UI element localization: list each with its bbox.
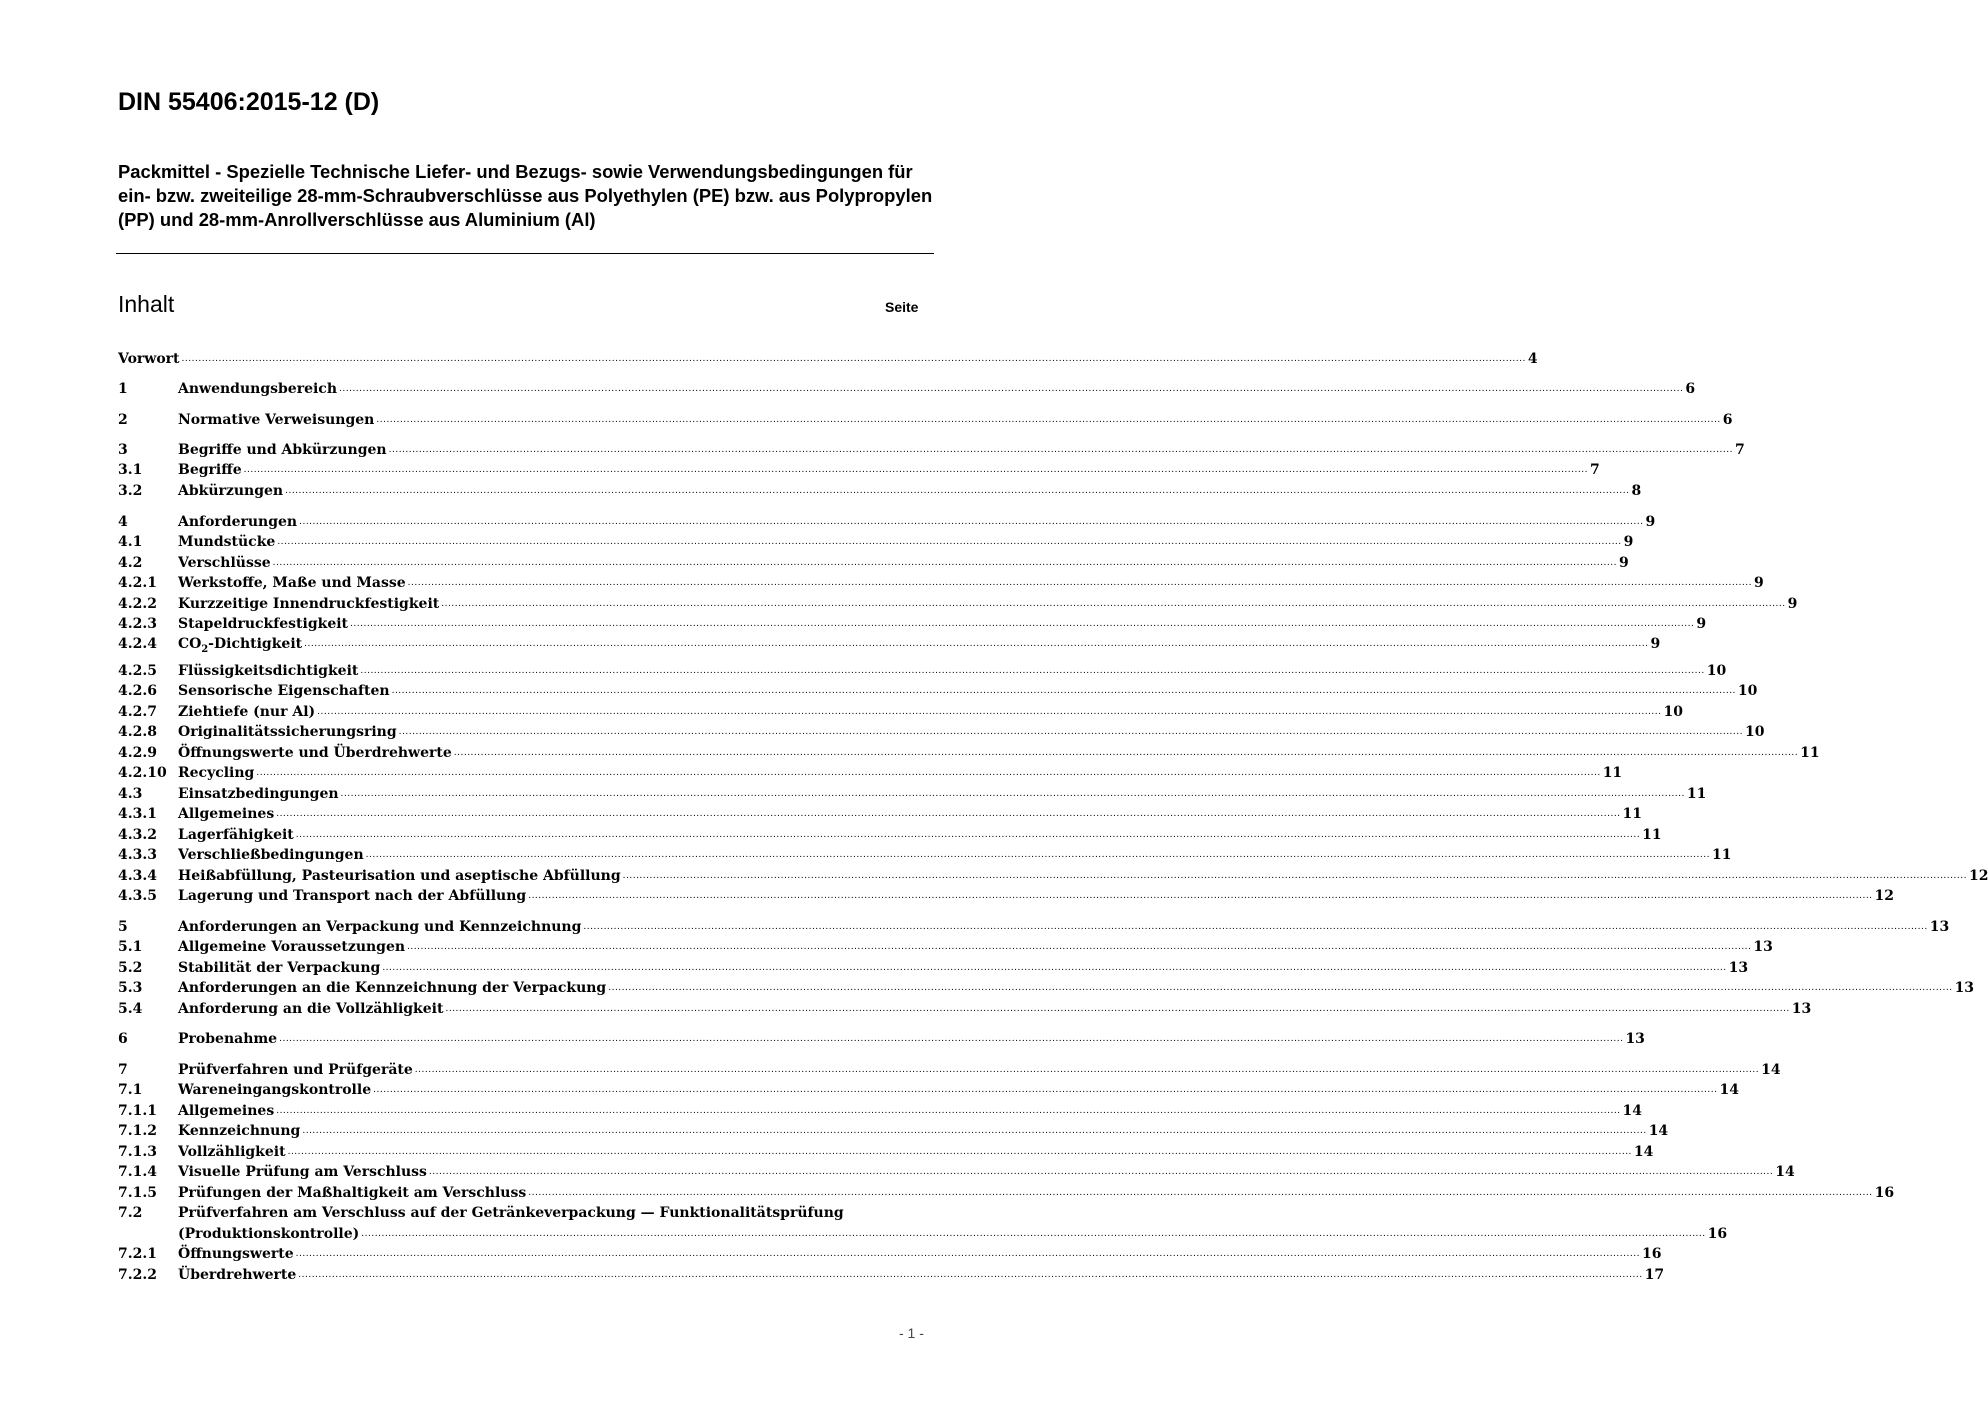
toc-entry-number: 7.2.2 <box>118 1267 157 1283</box>
toc-entry[interactable] <box>118 722 1765 742</box>
toc-leader-dots: ................................................................................................................................................................................................................................................................................................................................................................................................................ <box>528 1188 1873 1198</box>
toc-entry-page: 6 <box>1722 412 1733 428</box>
toc-entry-title: Prüfungen der Maßhaltigkeit am Verschluss <box>178 1185 527 1201</box>
toc-leader-dots: ................................................................................................................................................................................................................................................................................................................................................................................................................ <box>414 1065 1760 1075</box>
toc-entry-page: 9 <box>1696 616 1707 632</box>
toc-entry-number: 7.2 <box>118 1205 143 1221</box>
toc-entry-title: Verschlüsse <box>178 555 271 571</box>
toc-leader-dots: ................................................................................................................................................................................................................................................................................................................................................................................................................ <box>361 1229 1706 1239</box>
toc-leader-dots: ................................................................................................................................................................................................................................................................................................................................................................................................................ <box>453 748 1799 758</box>
toc-entry-title: Prüfverfahren am Verschluss auf der Getränkeverpackung — Funktionalitätsprüfung <box>178 1205 844 1221</box>
toc-leader-dots: ................................................................................................................................................................................................................................................................................................................................................................................................................ <box>350 619 1695 629</box>
toc-entry-title: Überdrehwerte <box>178 1267 297 1283</box>
toc-entry-number: 4.2.3 <box>118 616 157 632</box>
toc-entry-page: 9 <box>1787 596 1798 612</box>
toc-entry-number: 7.1.1 <box>118 1103 157 1119</box>
toc-heading: Inhalt <box>118 291 175 317</box>
toc-entry-number: 4.2.7 <box>118 704 157 720</box>
toc-entry-title: Kurzzeitige Innendruckfestigkeit <box>178 596 440 612</box>
toc-entry-number: 1 <box>118 381 128 397</box>
toc-entry[interactable] <box>118 978 1975 998</box>
toc-entry-title: Anforderung an die Vollzähligkeit <box>178 1001 444 1017</box>
toc-entry-number: 7 <box>118 1062 128 1078</box>
toc-entry[interactable] <box>118 481 1642 501</box>
toc-leader-dots: ................................................................................................................................................................................................................................................................................................................................................................................................................ <box>441 599 1786 609</box>
toc-entry-title-prefix: CO <box>178 636 202 652</box>
toc-entry-title: Ziehtiefe (nur Al) <box>178 704 316 720</box>
toc-entry-number: 4 <box>118 514 128 530</box>
toc-entry-page: 9 <box>1650 636 1661 652</box>
toc-entry[interactable] <box>118 1203 932 1223</box>
toc-leader-dots: ................................................................................................................................................................................................................................................................................................................................................................................................................ <box>428 1167 1774 1177</box>
toc-entry[interactable] <box>118 661 1727 681</box>
toc-entry[interactable] <box>118 866 1988 886</box>
toc-entry-page: 14 <box>1719 1082 1739 1098</box>
toc-entry-number: 4.3.5 <box>118 888 157 904</box>
toc-entry-page: 14 <box>1761 1062 1781 1078</box>
toc-leader-dots: ................................................................................................................................................................................................................................................................................................................................................................................................................ <box>276 809 1621 819</box>
toc-entry-number: 4.3.4 <box>118 868 157 884</box>
toc-entry[interactable] <box>118 1101 1643 1121</box>
toc-entry-page: 13 <box>1625 1031 1645 1047</box>
toc-entry-number: 5.2 <box>118 960 143 976</box>
toc-entry[interactable] <box>118 349 1538 369</box>
toc-entry-title: Wareneingangskontrolle <box>178 1082 372 1098</box>
toc-entry-number: 4.3.2 <box>118 827 157 843</box>
toc-entry-title: Probenahme <box>178 1031 278 1047</box>
toc-leader-dots: ................................................................................................................................................................................................................................................................................................................................................................................................................ <box>298 1270 1643 1280</box>
toc-leader-dots: ................................................................................................................................................................................................................................................................................................................................................................................................................ <box>302 1126 1647 1136</box>
toc-entry-page: 11 <box>1642 827 1662 843</box>
toc-entry-number: 4.2.4 <box>118 636 157 652</box>
toc-entry-title: Begriffe und Abkürzungen <box>178 442 387 458</box>
toc-entry-number: 5.3 <box>118 980 143 996</box>
toc-entry-page: 13 <box>1753 939 1773 955</box>
toc-leader-dots: ................................................................................................................................................................................................................................................................................................................................................................................................................ <box>304 639 1649 649</box>
toc-entry-number: 4.2 <box>118 555 143 571</box>
toc-leader-dots: ................................................................................................................................................................................................................................................................................................................................................................................................................ <box>528 891 1873 901</box>
toc-entry-title: Allgemeine Voraussetzungen <box>178 939 406 955</box>
toc-entry[interactable] <box>118 1244 1662 1264</box>
toc-entry-page: 14 <box>1648 1123 1669 1139</box>
page-number: - 1 - <box>899 1325 924 1341</box>
toc-entry-title: Stapeldruckfestigkeit <box>178 616 349 632</box>
toc-entry-title: Öffnungswerte und Überdrehwerte <box>178 745 452 761</box>
toc-entry-page: 9 <box>1645 514 1656 530</box>
toc-leader-dots: ................................................................................................................................................................................................................................................................................................................................................................................................................ <box>445 1004 1790 1014</box>
toc-leader-dots: ................................................................................................................................................................................................................................................................................................................................................................................................................ <box>317 707 1662 717</box>
toc-entry[interactable] <box>118 1162 1795 1182</box>
toc-entry-number: 7.1 <box>118 1082 143 1098</box>
toc-entry-number: 4.3.1 <box>118 806 157 822</box>
toc-entry-page: 12 <box>1968 868 1988 884</box>
toc-leader-dots: ................................................................................................................................................................................................................................................................................................................................................................................................................ <box>622 871 1967 881</box>
toc-entry[interactable] <box>118 681 1758 701</box>
toc-entry-title: Lagerfähigkeit <box>178 827 294 843</box>
toc-entry-number: 5.1 <box>118 939 143 955</box>
toc-entry-title: Vollzähligkeit <box>178 1144 286 1160</box>
toc-leader-dots: ................................................................................................................................................................................................................................................................................................................................................................................................................ <box>373 1085 1718 1095</box>
document-title: Packmittel - Spezielle Technische Liefer- und Bezugs- sowie Verwendungsbedingungen für ein- bzw. zweiteilige 28-mm-Schraubverschlüsse aus Polyethylen (PE) bzw. aus Polypropylen (PP) und 28-mm-Anrollverschlüsse aus Aluminium (Al) <box>118 161 933 230</box>
toc-entry[interactable] <box>118 825 1662 845</box>
toc-entry-number: 7.1.3 <box>118 1144 157 1160</box>
toc-entry[interactable] <box>118 917 1950 937</box>
toc-entry-title: Flüssigkeitsdichtigkeit <box>178 663 359 679</box>
toc-entry-page: 14 <box>1633 1144 1654 1160</box>
toc-entry-page: 13 <box>1791 1001 1812 1017</box>
toc-entry-page: 10 <box>1663 704 1683 720</box>
toc-leader-dots: ................................................................................................................................................................................................................................................................................................................................................................................................................ <box>295 1249 1640 1259</box>
toc-entry-page: 16 <box>1641 1246 1662 1262</box>
toc-entry[interactable] <box>118 937 1773 957</box>
toc-leader-dots: ................................................................................................................................................................................................................................................................................................................................................................................................................ <box>295 830 1641 840</box>
toc-entry[interactable] <box>118 763 1623 783</box>
toc-entry-number-blank <box>118 1224 178 1244</box>
toc-entry-page: 11 <box>1622 806 1643 822</box>
toc-leader-dots: ................................................................................................................................................................................................................................................................................................................................................................................................................ <box>339 384 1684 394</box>
title-divider <box>116 253 934 254</box>
toc-entry[interactable] <box>118 1121 1669 1141</box>
toc-leader-dots: ................................................................................................................................................................................................................................................................................................................................................................................................................ <box>608 983 1953 993</box>
toc-entry-number: 4.2.6 <box>118 683 157 699</box>
toc-leader-dots: ................................................................................................................................................................................................................................................................................................................................................................................................................ <box>279 1034 1624 1044</box>
toc-entry[interactable] <box>118 1265 1665 1285</box>
toc-entry-title: Heißabfüllung, Pasteurisation und aseptische Abfüllung <box>178 868 621 884</box>
toc-entry-title: Lagerung und Transport nach der Abfüllung <box>178 888 527 904</box>
toc-entry-title: Öffnungswerte <box>178 1246 294 1262</box>
toc-entry-page: 10 <box>1737 683 1758 699</box>
toc-entry[interactable] <box>118 594 1798 614</box>
toc-entry-title: Visuelle Prüfung am Verschluss <box>178 1164 427 1180</box>
toc-entry-page: 7 <box>1734 442 1745 458</box>
toc-entry-number: 3.1 <box>118 462 143 478</box>
toc-entry-page: 13 <box>1728 960 1749 976</box>
toc-leader-dots: ................................................................................................................................................................................................................................................................................................................................................................................................................ <box>391 686 1736 696</box>
toc-leader-dots: ................................................................................................................................................................................................................................................................................................................................................................................................................ <box>340 789 1685 799</box>
toc-leader-dots: ................................................................................................................................................................................................................................................................................................................................................................................................................ <box>407 942 1752 952</box>
toc-entry-number: 5 <box>118 919 128 935</box>
toc-entry-page: 9 <box>1618 555 1629 571</box>
toc-entry[interactable] <box>118 614 1707 634</box>
toc-entry[interactable] <box>118 784 1707 804</box>
toc-entry[interactable] <box>118 1080 1739 1100</box>
toc-entry-number: 3.2 <box>118 483 143 499</box>
toc-entry-page: 14 <box>1622 1103 1643 1119</box>
toc-entry-title-continued: (Produktionskontrolle) <box>178 1226 360 1242</box>
toc-entry-page: 4 <box>1527 351 1538 367</box>
toc-leader-dots: ................................................................................................................................................................................................................................................................................................................................................................................................................ <box>276 1106 1621 1116</box>
toc-entry-page: 10 <box>1706 663 1727 679</box>
toc-entry-number: 2 <box>118 412 128 428</box>
toc-entry-title: Mundstücke <box>178 534 276 550</box>
toc-leader-dots: ................................................................................................................................................................................................................................................................................................................................................................................................................ <box>287 1147 1632 1157</box>
toc-entry-number: 7.1.5 <box>118 1185 157 1201</box>
toc-entry-number: 4.3.3 <box>118 847 157 863</box>
toc-entry[interactable] <box>118 634 1661 655</box>
toc-entry-page: 11 <box>1602 765 1623 781</box>
toc-entry-title-rest: -Dichtigkeit <box>208 636 303 652</box>
toc-entry-title: Anforderungen an Verpackung und Kennzeichnung <box>178 919 582 935</box>
toc-entry-page: 12 <box>1874 888 1895 904</box>
toc-entry-page: 8 <box>1631 483 1642 499</box>
toc-entry[interactable] <box>118 532 1634 552</box>
toc-leader-dots: ................................................................................................................................................................................................................................................................................................................................................................................................................ <box>272 558 1617 568</box>
toc-entry-number: 5.4 <box>118 1001 143 1017</box>
toc-entry-title: Sensorische Eigenschaften <box>178 683 390 699</box>
toc-entry-title: Anwendungsbereich <box>178 381 337 397</box>
toc-entry-title: Recycling <box>178 765 255 781</box>
toc-leader-dots: ................................................................................................................................................................................................................................................................................................................................................................................................................ <box>382 963 1727 973</box>
toc-entry-page: 16 <box>1707 1226 1728 1242</box>
toc-entry-title: Kennzeichnung <box>178 1123 301 1139</box>
toc-entry-title: Normative Verweisungen <box>178 412 375 428</box>
toc-entry-number: 6 <box>118 1031 128 1047</box>
toc-leader-dots: ................................................................................................................................................................................................................................................................................................................................................................................................................ <box>181 354 1526 364</box>
toc-leader-dots: ................................................................................................................................................................................................................................................................................................................................................................................................................ <box>398 727 1743 737</box>
toc-entry[interactable] <box>118 379 1696 399</box>
toc-entry-number: 4.3 <box>118 786 143 802</box>
toc-entry[interactable] <box>118 958 1749 978</box>
toc-entry-number: 4.2.5 <box>118 663 157 679</box>
toc-entry[interactable] <box>118 440 1745 460</box>
toc-entry-page: 11 <box>1711 847 1732 863</box>
toc-entry-number: 4.2.2 <box>118 596 157 612</box>
toc-entry-title: Allgemeines <box>178 1103 275 1119</box>
toc-entry-title: Prüfverfahren und Prüfgeräte <box>178 1062 413 1078</box>
toc-entry-page: 11 <box>1800 745 1820 761</box>
toc-entry-title: Stabilität der Verpackung <box>178 960 381 976</box>
toc-leader-dots: ................................................................................................................................................................................................................................................................................................................................................................................................................ <box>285 486 1630 496</box>
toc-entry-title: Anforderungen <box>178 514 298 530</box>
toc-entry-number: 3 <box>118 442 128 458</box>
toc-entry-page: 16 <box>1874 1185 1895 1201</box>
toc-entry-continuation[interactable] <box>118 1224 1728 1244</box>
toc-entry-page: 13 <box>1954 980 1975 996</box>
toc-entry[interactable] <box>118 743 1820 763</box>
toc-leader-dots: ................................................................................................................................................................................................................................................................................................................................................................................................................ <box>299 517 1644 527</box>
toc-entry[interactable] <box>118 804 1643 824</box>
toc-leader-dots: ................................................................................................................................................................................................................................................................................................................................................................................................................ <box>583 922 1928 932</box>
toc-entry-number: 4.1 <box>118 534 143 550</box>
toc-leader-dots: ................................................................................................................................................................................................................................................................................................................................................................................................................ <box>376 415 1721 425</box>
toc-entry-title: Anforderungen an die Kennzeichnung der Verpackung <box>178 980 607 996</box>
toc-entry-title: Vorwort <box>118 351 180 367</box>
toc-entry-page: 6 <box>1685 381 1696 397</box>
toc-entry[interactable] <box>118 845 1732 865</box>
toc-entry[interactable] <box>118 410 1733 430</box>
toc-entry-number: 7.1.2 <box>118 1123 157 1139</box>
toc-entry-title: Originalitätssicherungsring <box>178 724 397 740</box>
toc-entry-number: 4.2.1 <box>118 575 157 591</box>
toc-entry[interactable] <box>118 1029 1645 1049</box>
toc-entry[interactable] <box>118 702 1683 722</box>
toc-entry[interactable] <box>118 460 1600 480</box>
toc-entry[interactable] <box>118 553 1629 573</box>
toc-entry-title: Abkürzungen <box>178 483 284 499</box>
toc-entry-page: 10 <box>1745 724 1765 740</box>
toc-entry-page: 17 <box>1644 1267 1665 1283</box>
toc-entry-number: 4.2.10 <box>118 765 167 781</box>
toc-entry-page: 9 <box>1754 575 1764 591</box>
toc-entry-number: 4.2.8 <box>118 724 157 740</box>
toc-entry[interactable] <box>118 1183 1895 1203</box>
document-id: DIN 55406:2015-12 (D) <box>118 88 380 116</box>
toc-page-label: Seite <box>885 299 919 315</box>
toc-leader-dots: ................................................................................................................................................................................................................................................................................................................................................................................................................ <box>256 768 1601 778</box>
toc-entry-title-subscript: 2 <box>201 643 209 655</box>
toc-entry-title <box>178 634 302 654</box>
toc-leader-dots: ................................................................................................................................................................................................................................................................................................................................................................................................................ <box>360 666 1705 676</box>
toc-entry[interactable] <box>118 999 1812 1019</box>
toc-entry-page: 9 <box>1623 534 1634 550</box>
toc-entry[interactable] <box>118 886 1895 906</box>
toc-leader-dots: ................................................................................................................................................................................................................................................................................................................................................................................................................ <box>277 537 1622 547</box>
toc-entry-number: 7.2.1 <box>118 1246 157 1262</box>
toc-entry[interactable] <box>118 1060 1781 1080</box>
toc-entry-title: Allgemeines <box>178 806 275 822</box>
toc-entry-page: 11 <box>1686 786 1707 802</box>
toc-leader-dots: ................................................................................................................................................................................................................................................................................................................................................................................................................ <box>243 465 1588 475</box>
toc-entry-number: 7.1.4 <box>118 1164 157 1180</box>
toc-leader-dots: ................................................................................................................................................................................................................................................................................................................................................................................................................ <box>407 578 1752 588</box>
toc-entry-title: Verschließbedingungen <box>178 847 364 863</box>
toc-entry-number: 4.2.9 <box>118 745 157 761</box>
toc-entry-page: 13 <box>1929 919 1950 935</box>
toc-entry-title: Einsatzbedingungen <box>178 786 339 802</box>
toc-leader-dots: ................................................................................................................................................................................................................................................................................................................................................................................................................ <box>388 445 1733 455</box>
toc-leader-dots: ................................................................................................................................................................................................................................................................................................................................................................................................................ <box>365 850 1710 860</box>
toc-entry-title: Begriffe <box>178 462 242 478</box>
toc-entry-page: 14 <box>1775 1164 1795 1180</box>
toc-entry-title: Werkstoffe, Maße und Masse <box>178 575 406 591</box>
toc-entry[interactable] <box>118 1142 1654 1162</box>
toc-entry[interactable] <box>118 512 1656 532</box>
toc-entry[interactable] <box>118 573 1764 593</box>
toc-entry-page: 7 <box>1589 462 1600 478</box>
